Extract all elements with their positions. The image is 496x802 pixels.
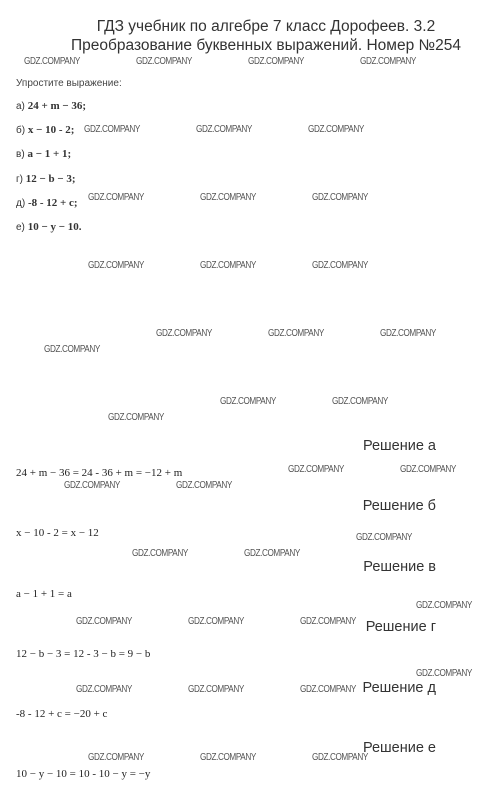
task-item-b xyxy=(16,124,74,136)
solution-line-g: 12 − b − 3 = 12 - 3 − b = 9 − b xyxy=(16,648,151,660)
title-line-1: ГДЗ учебник по алгебре 7 класс Дорофеев. 3.2 xyxy=(96,18,436,35)
watermark: GDZ.COMPANY xyxy=(200,752,256,763)
watermark: GDZ.COMPANY xyxy=(308,124,364,135)
watermark: GDZ.COMPANY xyxy=(76,616,132,627)
watermark: GDZ.COMPANY xyxy=(88,752,144,763)
task-expression: 24 + m − 36; xyxy=(27,100,87,112)
page-title xyxy=(40,17,492,55)
task-item-v xyxy=(16,148,71,160)
watermark: GDZ.COMPANY xyxy=(88,192,144,203)
solution-heading-g: Решение г xyxy=(365,619,436,635)
watermark: GDZ.COMPANY xyxy=(84,124,140,135)
task-label: г) xyxy=(16,174,23,185)
task-item-a xyxy=(16,100,86,112)
watermark: GDZ.COMPANY xyxy=(312,260,368,271)
watermark: GDZ.COMPANY xyxy=(132,548,188,559)
watermark: GDZ.COMPANY xyxy=(380,328,436,339)
task-item-e xyxy=(16,221,81,233)
watermark: GDZ.COMPANY xyxy=(332,396,388,407)
watermark: GDZ.COMPANY xyxy=(196,124,252,135)
watermark: GDZ.COMPANY xyxy=(156,328,212,339)
watermark: GDZ.COMPANY xyxy=(44,344,100,355)
watermark: GDZ.COMPANY xyxy=(400,464,456,475)
watermark: GDZ.COMPANY xyxy=(108,412,164,423)
watermark: GDZ.COMPANY xyxy=(76,684,132,695)
watermark: GDZ.COMPANY xyxy=(300,684,356,695)
watermark: GDZ.COMPANY xyxy=(200,260,256,271)
watermark: GDZ.COMPANY xyxy=(220,396,276,407)
watermark: GDZ.COMPANY xyxy=(200,192,256,203)
watermark: GDZ.COMPANY xyxy=(244,548,300,559)
watermark: GDZ.COMPANY xyxy=(188,616,244,627)
solution-line-a: 24 + m − 36 = 24 - 36 + m = −12 + m xyxy=(16,467,183,479)
solution-heading-d: Решение д xyxy=(362,680,436,696)
watermark: GDZ.COMPANY xyxy=(136,56,192,67)
watermark: GDZ.COMPANY xyxy=(416,668,472,679)
solution-heading-e: Решение е xyxy=(362,740,436,756)
watermark: GDZ.COMPANY xyxy=(312,752,368,763)
watermark: GDZ.COMPANY xyxy=(300,616,356,627)
solution-line-d: -8 - 12 + c = −20 + c xyxy=(16,708,108,720)
task-prompt: Упростите выражение: xyxy=(16,78,122,89)
solution-heading-b: Решение б xyxy=(362,498,436,514)
task-expression: -8 - 12 + c; xyxy=(27,197,78,209)
task-expression: 12 − b − 3; xyxy=(25,173,76,185)
solution-heading-a: Решение а xyxy=(362,438,436,454)
watermark: GDZ.COMPANY xyxy=(268,328,324,339)
watermark: GDZ.COMPANY xyxy=(88,260,144,271)
solution-line-e: 10 − y − 10 = 10 - 10 − y = −y xyxy=(16,768,151,780)
task-label: е) xyxy=(16,222,25,233)
solution-line-v: a − 1 + 1 = a xyxy=(16,588,72,600)
title-line-2: Преобразование буквенных выражений. Номер №254 xyxy=(71,37,461,54)
task-label: д) xyxy=(16,198,26,209)
watermark: GDZ.COMPANY xyxy=(64,480,120,491)
watermark: GDZ.COMPANY xyxy=(416,600,472,611)
watermark: GDZ.COMPANY xyxy=(288,464,344,475)
task-label: в) xyxy=(16,149,25,160)
solution-heading-v: Решение в xyxy=(363,559,436,575)
watermark: GDZ.COMPANY xyxy=(24,56,80,67)
task-item-d xyxy=(16,197,78,209)
watermark: GDZ.COMPANY xyxy=(356,532,412,543)
solution-line-b: x − 10 - 2 = x − 12 xyxy=(16,527,99,539)
task-label: б) xyxy=(16,125,26,136)
task-expression: 10 − y − 10. xyxy=(27,221,82,233)
watermark: GDZ.COMPANY xyxy=(248,56,304,67)
watermark: GDZ.COMPANY xyxy=(312,192,368,203)
watermark: GDZ.COMPANY xyxy=(360,56,416,67)
task-expression: a − 1 + 1; xyxy=(27,148,72,160)
task-label: а) xyxy=(16,101,25,112)
watermark: GDZ.COMPANY xyxy=(188,684,244,695)
task-expression: x − 10 - 2; xyxy=(27,124,75,136)
watermark: GDZ.COMPANY xyxy=(176,480,232,491)
task-item-g xyxy=(16,173,76,185)
